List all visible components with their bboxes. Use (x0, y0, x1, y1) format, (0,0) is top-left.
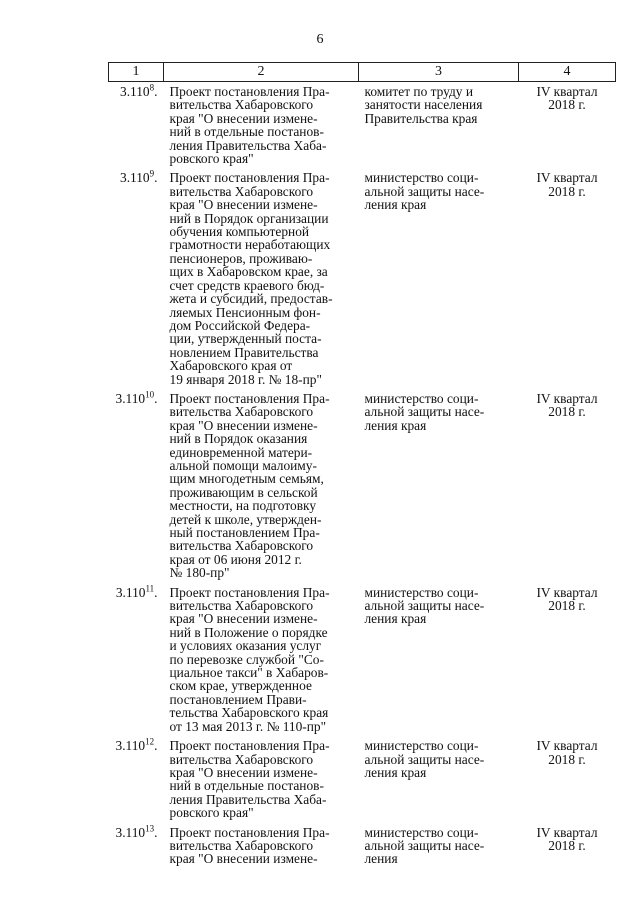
responsible-body-line: ления (364, 851, 398, 867)
due-date (519, 82, 616, 169)
responsible-body-line: министерство соци- (364, 390, 479, 406)
table-body (109, 82, 616, 869)
responsible-body-line: комитет по труду и (364, 84, 474, 99)
item-title-line: вительства Хабаровского (169, 837, 314, 853)
item-number-superscript: 11 (145, 583, 155, 594)
table-row (109, 736, 616, 822)
due-date-line: 2018 г. (548, 837, 586, 853)
table-row (109, 823, 616, 869)
item-title-line: щих в Хабаровском крае, за (169, 264, 328, 280)
due-date (519, 389, 616, 583)
item-title-line: Проект постановления Пра- (169, 824, 330, 840)
item-title-line: ровского края" (169, 151, 254, 167)
item-number-superscript: 12 (145, 736, 155, 747)
responsible-body (359, 168, 519, 389)
item-title-line: ний в отдельные постанов- (169, 124, 324, 140)
responsible-body-line: Правительства края (364, 110, 478, 126)
item-number (109, 389, 164, 583)
item-title-line: по перевозке службой "Со- (169, 651, 324, 667)
item-number (109, 736, 164, 822)
table-row (109, 82, 616, 169)
item-title-line: вительства Хабаровского (169, 97, 314, 113)
item-title-line: края "О внесении измене- (169, 417, 318, 433)
item-title-line: ный постановлением Пра- (169, 525, 320, 540)
item-title-line: края от 06 июня 2012 г. (169, 551, 302, 567)
due-date-line: IV квартал (536, 584, 598, 600)
item-number-dot: . (154, 738, 158, 754)
due-date-line: 2018 г. (548, 404, 586, 420)
item-title-line: вительства Хабаровского (169, 598, 314, 614)
item-title-line: детей к школе, утвержден- (169, 511, 322, 527)
item-title-line: Проект постановления Пра- (169, 170, 330, 186)
item-title-line: и условиях оказания услуг (169, 638, 322, 654)
item-title (164, 168, 359, 389)
column-header-3: 3 (359, 63, 519, 82)
responsible-body (359, 736, 519, 822)
due-date (519, 168, 616, 389)
item-number-dot: . (154, 584, 158, 600)
item-title-line: ний в Порядок организации (169, 210, 329, 226)
item-title-line: вительства Хабаровского (169, 183, 314, 199)
responsible-body-line: альной защиты насе- (364, 751, 485, 767)
item-title-line: Проект постановления Пра- (169, 84, 330, 99)
item-title-line: края "О внесении измене- (169, 851, 318, 867)
item-title-line: края "О внесении измене- (169, 764, 318, 780)
item-number-base: 3.110 (115, 390, 146, 406)
due-date-line: 2018 г. (548, 97, 586, 113)
responsible-body-line: альной защиты насе- (364, 183, 485, 199)
item-title-line: ления Правительства Хаба- (169, 791, 327, 807)
item-title-line: ний в Положение о порядке (169, 624, 328, 640)
item-title-line: местности, на подготовку (169, 498, 317, 514)
item-number-dot: . (154, 84, 158, 99)
responsible-body-line: министерство соци- (364, 170, 479, 186)
item-title-line: счет средств краевого бюд- (169, 277, 325, 293)
plan-table (108, 62, 616, 869)
responsible-body-line: альной защиты насе- (364, 404, 485, 420)
item-title-line: щим многодетным семьям, (169, 471, 324, 487)
item-number (109, 82, 164, 169)
item-title-line: ляемых Пенсионным фон- (169, 304, 321, 320)
item-title-line: грамотности неработающих (169, 237, 331, 253)
item-title-line: ний в Порядок оказания (169, 431, 308, 447)
item-title (164, 823, 359, 869)
item-title-line: вительства Хабаровского (169, 404, 314, 420)
due-date-line: IV квартал (536, 84, 598, 99)
responsible-body (359, 583, 519, 736)
responsible-body-line: министерство соци- (364, 824, 479, 840)
column-header-1: 1 (109, 63, 164, 82)
item-title-line: Хабаровского края от (169, 358, 293, 374)
table-row (109, 389, 616, 583)
item-number-dot: . (154, 170, 158, 186)
item-title-line: Проект постановления Пра- (169, 390, 330, 406)
item-number-superscript: 13 (145, 823, 155, 834)
item-title-line: жета и субсидий, предостав- (169, 291, 333, 307)
item-number (109, 168, 164, 389)
item-title-line: пенсионеров, проживаю- (169, 250, 313, 266)
item-title-line: 19 января 2018 г. № 18-пр" (169, 371, 322, 387)
item-number-dot: . (154, 824, 158, 840)
responsible-body (359, 82, 519, 169)
item-title-line: № 180-пр" (169, 565, 230, 581)
item-title (164, 389, 359, 583)
item-number (109, 823, 164, 869)
item-title-line: циальное такси" в Хабаров- (169, 665, 329, 681)
due-date (519, 736, 616, 822)
item-title-line: ровского края" (169, 805, 254, 821)
responsible-body-line: ления края (364, 764, 427, 780)
item-title-line: ний в отдельные постанов- (169, 778, 324, 794)
responsible-body-line: ления края (364, 197, 427, 213)
item-title-line: новлением Правительства (169, 344, 319, 360)
column-header-4: 4 (519, 63, 616, 82)
item-title-line: проживающим в сельской (169, 484, 318, 500)
due-date (519, 823, 616, 869)
item-title-line: тельства Хабаровского края (169, 705, 329, 721)
item-title-line: от 13 мая 2013 г. № 110-пр" (169, 718, 327, 734)
item-title-line: ском крае, утвержденное (169, 678, 312, 694)
item-number-dot: . (154, 390, 158, 406)
item-title (164, 736, 359, 822)
page-number: 6 (316, 32, 324, 47)
column-header-2: 2 (164, 63, 359, 82)
item-number-base: 3.110 (120, 84, 150, 99)
due-date-line: 2018 г. (548, 598, 586, 614)
responsible-body-line: альной защиты насе- (364, 598, 485, 614)
item-title-line: дом Российской Федера- (169, 317, 311, 333)
item-title (164, 82, 359, 169)
item-number-base: 3.110 (115, 584, 146, 600)
item-title-line: постановлением Прави- (169, 691, 307, 707)
responsible-body-line: занятости населения (364, 97, 483, 113)
responsible-body-line: альной защиты насе- (364, 837, 485, 853)
item-title-line: края "О внесении измене- (169, 197, 318, 213)
item-title-line: края "О внесении измене- (169, 611, 318, 627)
item-title (164, 583, 359, 736)
item-title-line: ции, утвержденный поста- (169, 331, 322, 347)
responsible-body (359, 389, 519, 583)
responsible-body-line: ления края (364, 417, 427, 433)
due-date-line: IV квартал (536, 824, 598, 840)
item-title-line: Проект постановления Пра- (169, 584, 330, 600)
item-title-line: ления Правительства Хаба- (169, 137, 327, 153)
responsible-body-line: ления края (364, 611, 427, 627)
due-date-line: 2018 г. (548, 183, 586, 199)
item-number-base: 3.110 (120, 170, 150, 186)
header-row (109, 63, 616, 82)
responsible-body-line: министерство соци- (364, 738, 479, 754)
item-title-line: вительства Хабаровского (169, 751, 314, 767)
item-title-line: альной помощи малоиму- (169, 457, 317, 473)
due-date-line: IV квартал (536, 738, 598, 754)
table-row (109, 168, 616, 389)
responsible-body (359, 823, 519, 869)
item-number-superscript: 10 (145, 389, 155, 400)
table-row (109, 583, 616, 736)
item-number-base: 3.110 (115, 824, 146, 840)
responsible-body-line: министерство соци- (364, 584, 479, 600)
item-title-line: вительства Хабаровского (169, 538, 314, 554)
item-number (109, 583, 164, 736)
due-date-line: IV квартал (536, 170, 598, 186)
item-title-line: Проект постановления Пра- (169, 738, 330, 754)
item-title-line: обучения компьютерной (169, 224, 310, 240)
item-number-superscript: 9 (149, 168, 155, 179)
due-date-line: 2018 г. (548, 751, 586, 767)
due-date-line: IV квартал (536, 390, 598, 406)
item-title-line: единовременной матери- (169, 444, 313, 460)
item-number-superscript: 8 (149, 82, 155, 93)
due-date (519, 583, 616, 736)
item-title-line: края "О внесении измене- (169, 110, 318, 126)
item-number-base: 3.110 (115, 738, 146, 754)
